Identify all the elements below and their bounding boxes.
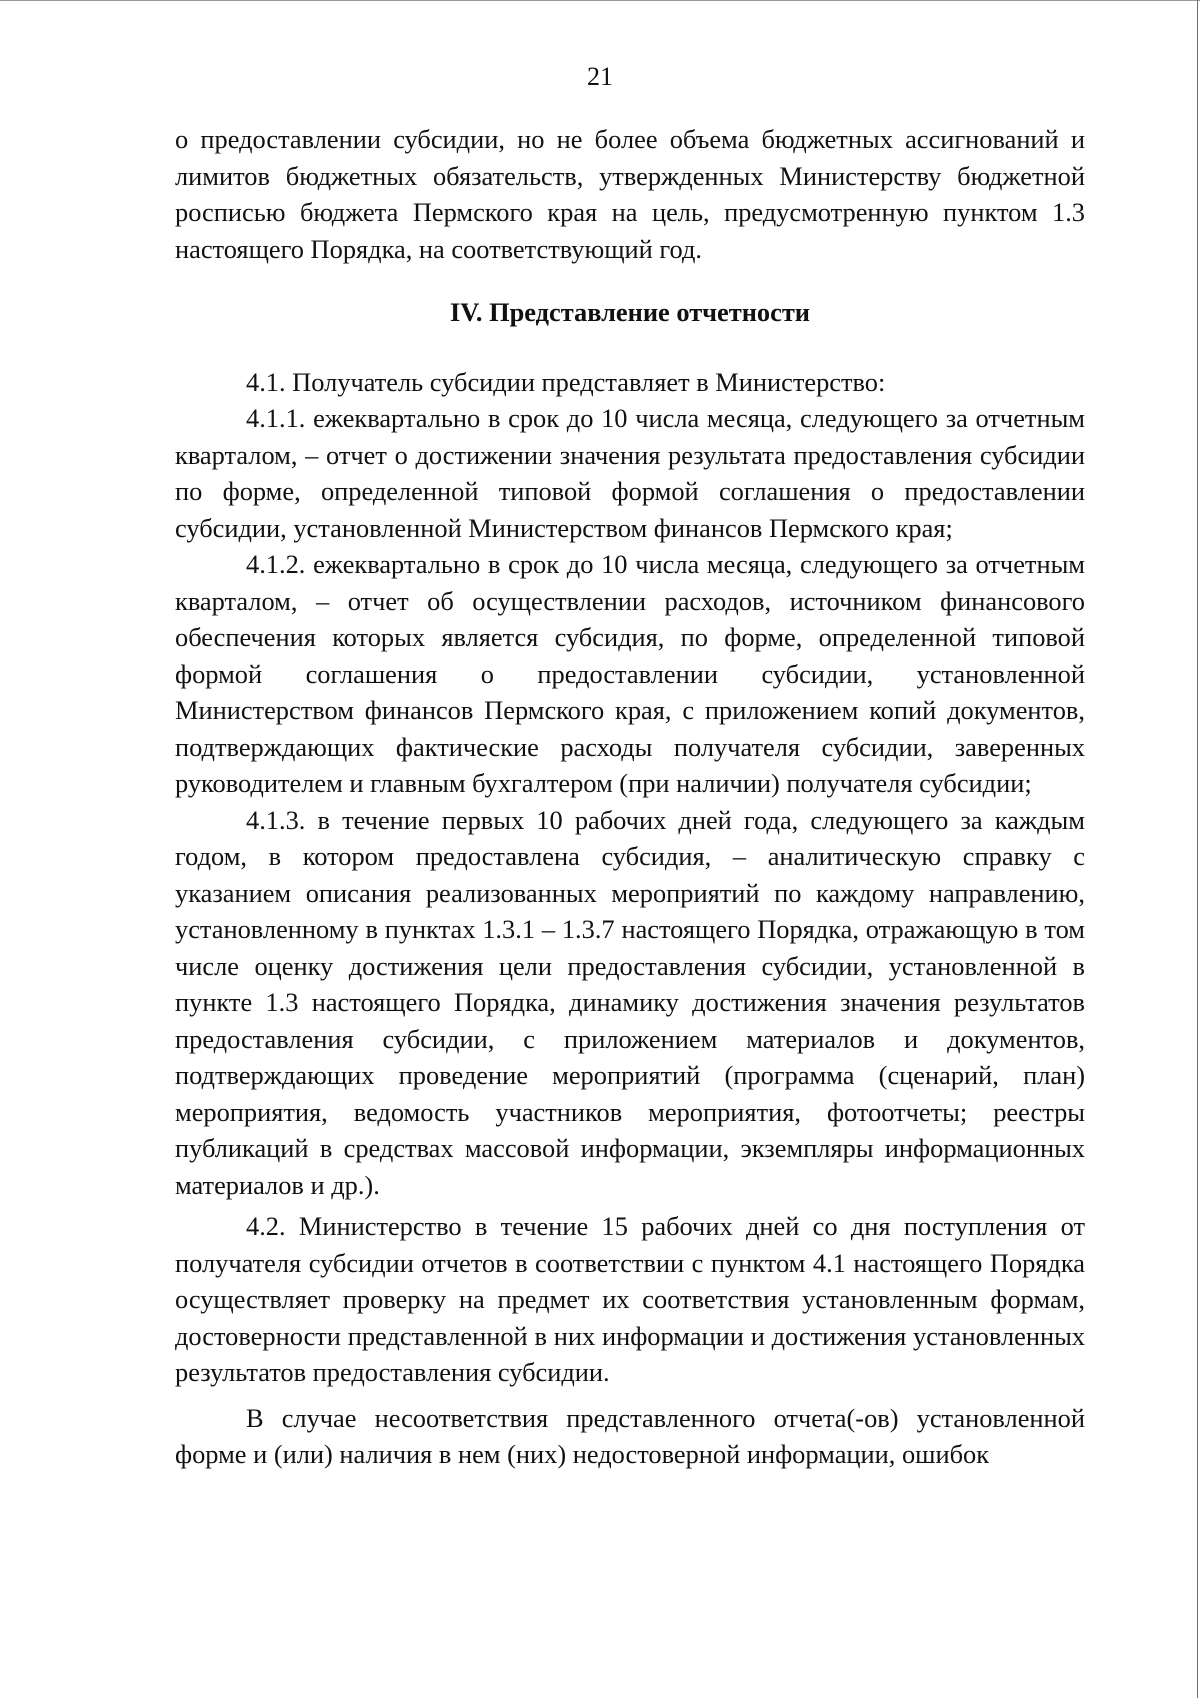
paragraph-nonconformity: В случае несоответствия представленного отчета(-ов) установленной форме и (или) наличия в нем (них) недостоверной информации, ошибок: [175, 1402, 1085, 1469]
scan-edge-top: [0, 0, 1200, 1]
paragraph-4-1-2: 4.1.2. ежеквартально в срок до 10 числа месяца, следующего за отчетным кварталом, – отчет об осуществлении расходов, источником финансового обеспечения которых является субсидия, по форме, определенной типовой формой соглашения о предоставлении субсидии, установленной Министерством финансов Пермского края, с приложением копий документов, подтверждающих фактические расходы получателя субсидии, заверенных руководителем и главным бухгалтером (при наличии) получателя субсидии;: [175, 549, 1085, 798]
paragraph-4-2: 4.2. Министерство в течение 15 рабочих дней со дня поступления от получателя субсидии отчетов в соответствии с пунктом 4.1 настоящего Порядка осуществляет проверку на предмет их соответствия установленным формам, достоверности представленной в них информации и достижения установленных результатов предоставления субсидии.: [175, 1211, 1085, 1387]
section-heading: IV. Представление отчетности: [449, 297, 811, 327]
paragraph-4-1-1: 4.1.1. ежеквартально в срок до 10 числа месяца, следующего за отчетным кварталом, – отчет о достижении значения результата предоставления субсидии по форме, определенной типовой формой соглашения о предоставлении субсидии, установленной Министерством финансов Пермского края;: [175, 403, 1085, 543]
paragraph-4-1-3: 4.1.3. в течение первых 10 рабочих дней года, следующего за каждым годом, в котором предоставлена субсидия, – аналитическую справку с указанием описания реализованных мероприятий по каждому направлению, установленному в пунктах 1.3.1 – 1.3.7 настоящего Порядка, отражающую в том числе оценку достижения цели предоставления субсидии, установленной в пункте 1.3 настоящего Порядка, динамику достижения значения результатов предоставления субсидии, с приложением материалов и документов, подтверждающих проведение мероприятий (программа (сценарий, план) мероприятия, ведомость участников мероприятия, фотоотчеты; реестры публикаций в средствах массовой информации, экземпляры информационных материалов и др.).: [175, 804, 1085, 1200]
paragraph-intro: о предоставлении субсидии, но не более объема бюджетных ассигнований и лимитов бюджетных обязательств, утвержденных Министерству бюджетной росписью бюджета Пермского края на цель, предусмотренную пунктом 1.3 настоящего Порядка, на соответствующий год.: [175, 124, 1085, 264]
paragraph-4-1: 4.1. Получатель субсидии представляет в Министерство:: [246, 366, 886, 397]
page-number: 21: [587, 62, 613, 91]
scan-edge-right: [1197, 0, 1198, 1698]
document-body: [175, 121, 1085, 1473]
